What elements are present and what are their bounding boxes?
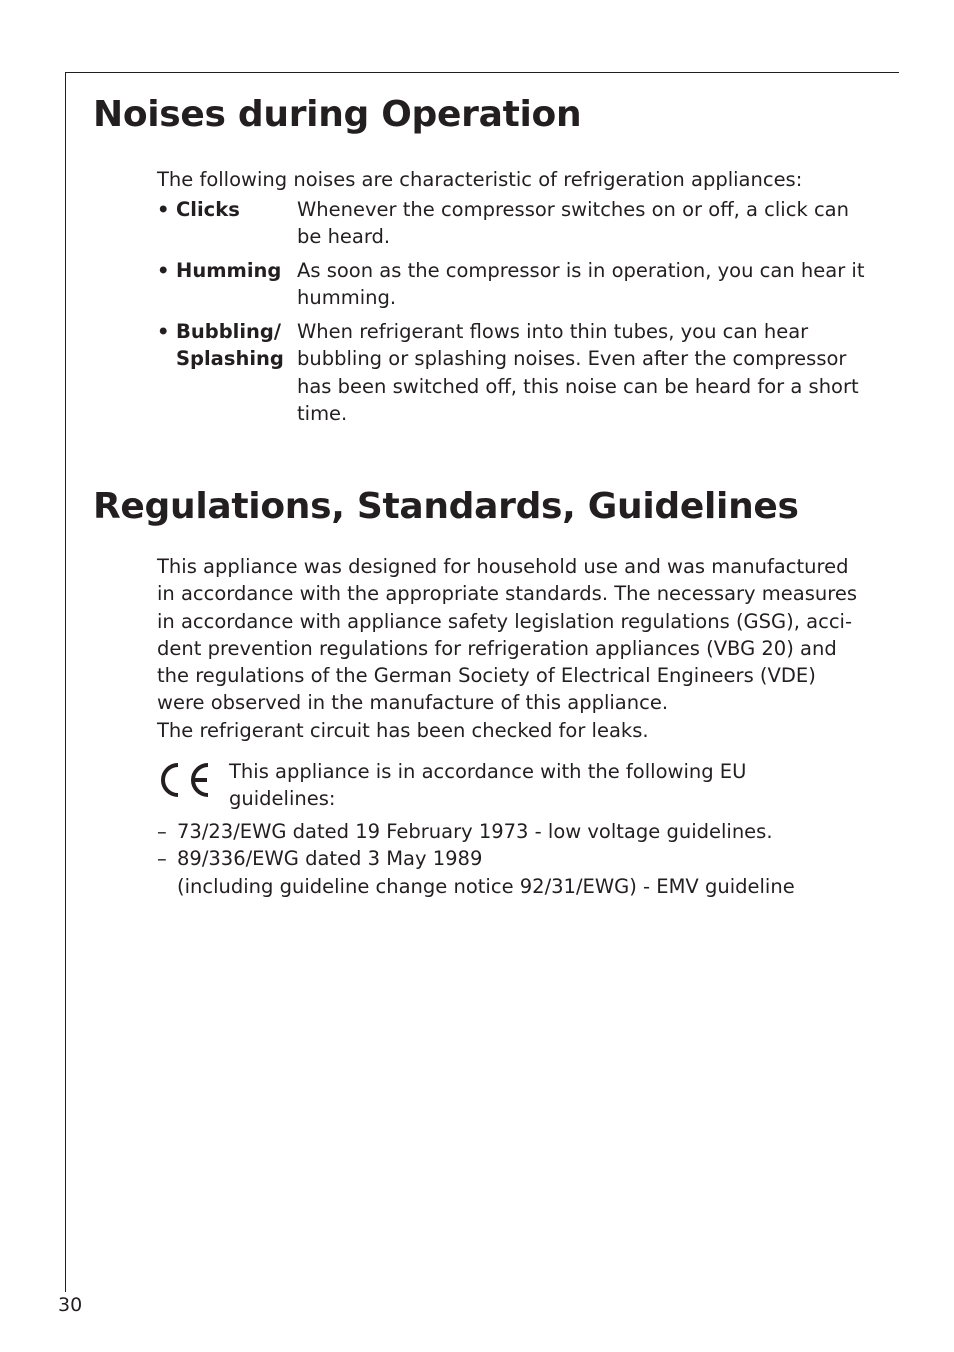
text-line: This appliance was designed for household use and was manufactured [157,555,849,578]
ce-declaration [157,758,872,813]
guideline-line: 73/23/EWG dated 19 February 1973 - low voltage guidelines. [177,820,773,843]
noise-item-bubbling [157,318,869,427]
page-number: 30 [58,1294,83,1316]
guideline-line: (including guideline change notice 92/31/EWG) - EMV guideline [177,874,795,898]
noises-intro: The following noises are characteristic of refrigeration appliances: [157,168,803,191]
guideline-item [157,818,872,845]
noise-term-line2: Splashing [176,347,284,371]
guideline-item [157,845,872,900]
text-line: in accordance with appliance safety legislation regulations (GSG), acci- [157,609,853,633]
text-line: in accordance with the appropriate standards. The necessary measures [157,582,857,606]
noise-term: Bubbling/ [176,320,281,344]
noise-item-clicks [157,196,869,251]
ce-mark-icon [157,758,213,802]
noise-term: Clicks [176,198,240,221]
left-rule [65,72,66,1292]
ce-text-line: guidelines: [229,787,336,811]
heading-regulations: Regulations, Standards, Guidelines [93,486,799,527]
noise-list [157,196,869,434]
top-rule [65,72,899,73]
text-line: the regulations of the German Society of Electrical Engineers (VDE) [157,664,816,688]
noise-item-humming [157,257,869,312]
guideline-list [157,818,872,900]
text-line: dent prevention regulations for refrigeration appliances (VBG 20) and [157,636,837,660]
noise-term: Humming [176,259,282,283]
bullet: • [157,320,170,344]
bullet: • [157,259,170,283]
dash: – [157,847,167,871]
regulations-paragraph [157,553,872,744]
noise-description: As soon as the compressor is in operation, you can hear it humming. [297,259,865,310]
guideline-line: 89/336/EWG dated 3 May 1989 [177,847,483,871]
ce-text-line: This appliance is in accordance with the following EU [229,760,747,783]
text-line: were observed in the manufacture of this appliance. [157,691,669,715]
noise-description: Whenever the compressor switches on or off, a click can be heard. [297,198,849,249]
dash: – [157,820,167,843]
text-line: The refrigerant circuit has been checked for leaks. [157,718,649,742]
noise-description: When refrigerant flows into thin tubes, you can hear bubbling or splashing noises. Even after the compressor has been switched off, this noise can be heard for a short time. [297,320,859,426]
heading-noises: Noises during Operation [93,94,582,135]
bullet: • [157,198,170,221]
